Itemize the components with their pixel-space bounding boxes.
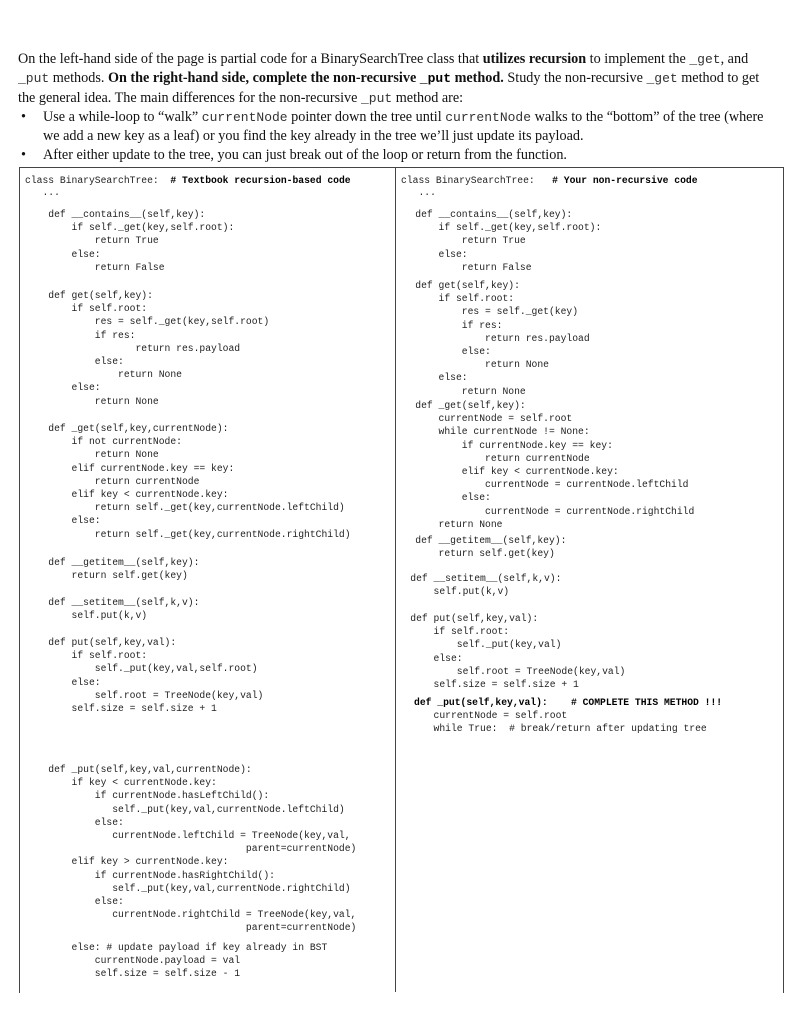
left-private-get-method: def _get(self,key,currentNode): if not currentNode: return None elif currentNode.key == key: return currentNode elif key < currentNode.key: return self._get(key,currentNode.leftChild) else: return self._get(key,currentNode.rightChild) (25, 423, 351, 540)
left-put-method: def put(self,key,val): if self.root: self._put(key,val,self.root) else: self.root = TreeNode(key,val) self.size = self.size + 1 (25, 637, 264, 715)
bullet-icon: • (21, 147, 26, 164)
bullet-break: • After either update to the tree, you can just break out of the loop or return from the function. (18, 146, 778, 165)
left-get-method: def get(self,key): if self.root: res = self._get(key,self.root) if res: return res.payload else: return None else: return None (25, 290, 270, 407)
left-column-header: class BinarySearchTree: # Textbook recursion-based code (25, 175, 351, 186)
intro-paragraph: On the left-hand side of the page is partial code for a BinarySearchTree class that utilizes recursion to implement the _get, and _put methods. On the right-hand side, complete the non-recursive _put method. Study the non-recursive _get method to get the general idea. The main differences for the non-recursive _put method are: (18, 51, 760, 106)
right-put-method: def put(self,key,val): if self.root: self._put(key,val) else: self.root = TreeNode(key,val) self.size = self.size + 1 (387, 613, 626, 691)
right-private-put-method: def _put(self,key,val): # COMPLETE THIS METHOD !!! currentNode = self.root while True: # break/return after updating tree (387, 697, 723, 735)
right-column-header: class BinarySearchTree: # Your non-recursive code (401, 175, 698, 186)
instructions (18, 50, 778, 166)
left-private-put-method: def _put(self,key,val,currentNode): if key < currentNode.key: if currentNode.hasLeftChild(): self._put(key,val,currentNode.leftChild) else: currentNode.leftChild = TreeNode(key,val, parent=currentNode) elif key > currentNode.key: if currentNode.hasRightChild(): self._put(key,val,currentNode.rightChild) else: currentNode.rightChild = TreeNode(key,val, parent=currentNode) else: # update payload if key already in BST currentNode.payload = val self.size = self.size - 1 (25, 764, 357, 980)
left-setitem-method: def __setitem__(self,k,v): self.put(k,v) (25, 597, 200, 622)
code-line: ... (25, 187, 60, 198)
left-getitem-method: def __getitem__(self,key): return self.get(key) (25, 557, 200, 582)
code-line: ... (401, 187, 436, 198)
left-contains-method: def __contains__(self,key): if self._get(key,self.root): return True else: return False (25, 209, 235, 273)
right-contains-method: def __contains__(self,key): if self._get(key,self.root): return True else: return False (392, 209, 602, 273)
right-get-method: def get(self,key): if self.root: res = self._get(key) if res: return res.payload else: return None else: return None (392, 280, 590, 397)
right-setitem-method: def __setitem__(self,k,v): self.put(k,v) (387, 573, 562, 598)
right-private-get-method: def _get(self,key): currentNode = self.root while currentNode != None: if currentNode.key == key: return currentNode elif key < currentNode.key: currentNode = currentNode.leftChild else: currentNode = currentNode.rightChild return None (392, 400, 695, 530)
bullet-walk: • Use a while-loop to “walk” currentNode pointer down the tree until currentNode walks to the “bottom” of the tree (where we add a new key as a leaf) or you find the key already in the tree we’ll just update its payload. (21, 108, 764, 145)
right-getitem-method: def __getitem__(self,key): return self.get(key) (392, 535, 567, 560)
bullet-icon: • (21, 108, 26, 125)
